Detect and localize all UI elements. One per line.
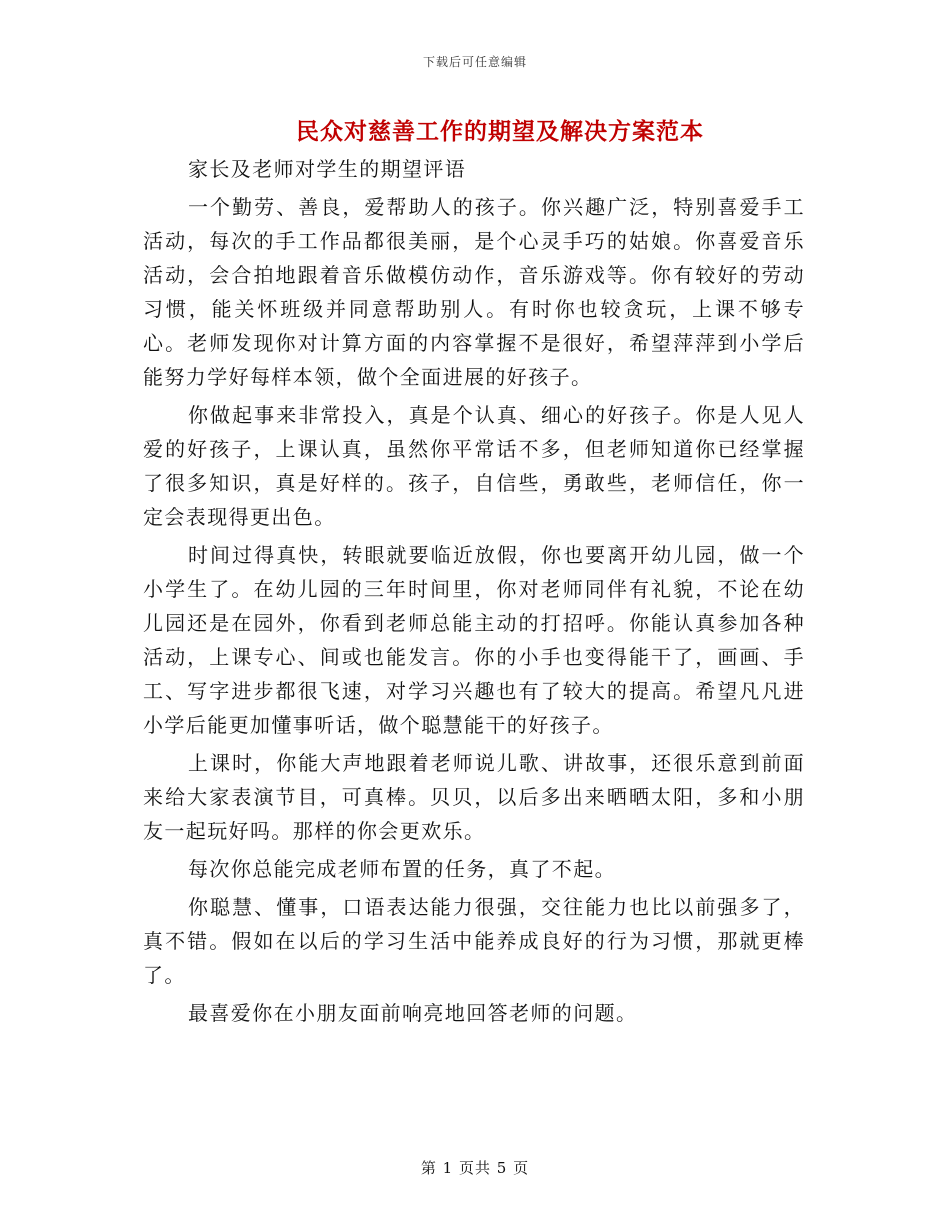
document-title: 民众对慈善工作的期望及解决方案范本 xyxy=(296,118,704,145)
paragraph: 你聪慧、懂事，口语表达能力很强，交往能力也比以前强多了，真不错。假如在以后的学习生活中能养成良好的行为习惯，那就更棒了。 xyxy=(143,895,805,987)
paragraph: 时间过得真快，转眼就要临近放假，你也要离开幼儿园，做一个小学生了。在幼儿园的三年时间里，你对老师同伴有礼貌，不论在幼儿园还是在园外，你看到老师总能主动的打招呼。你能认真参加各种活动，上课专心、间或也能发言。你的小手也变得能干了，画画、手工、写字进步都很飞速，对学习兴趣也有了较大的提高。希望凡凡进小学后能更加懂事听话，做个聪慧能干的好孩子。 xyxy=(143,543,805,737)
paragraph: 你做起事来非常投入，真是个认真、细心的好孩子。你是人见人爱的好孩子，上课认真，虽然你平常话不多，但老师知道你已经掌握了很多知识，真是好样的。孩子，自信些，勇敢些，老师信任，你一定会表现得更出色。 xyxy=(143,403,805,529)
paragraph: 一个勤劳、善良，爱帮助人的孩子。你兴趣广泛，特别喜爱手工活动，每次的手工作品都很美丽，是个心灵手巧的姑娘。你喜爱音乐活动，会合拍地跟着音乐做模仿动作，音乐游戏等。你有较好的劳动习惯，能关怀班级并同意帮助别人。有时你也较贪玩，上课不够专心。老师发现你对计算方面的内容掌握不是很好，希望萍萍到小学后能努力学好每样本领，做个全面进展的好孩子。 xyxy=(143,195,805,389)
document-body xyxy=(143,152,805,1034)
page-footer: 第 1 页共 5 页 xyxy=(420,1159,530,1177)
paragraph-subtitle: 家长及老师对学生的期望评语 xyxy=(188,157,467,181)
paragraph: 最喜爱你在小朋友面前响亮地回答老师的问题。 xyxy=(188,1001,638,1025)
paragraph: 每次你总能完成老师布置的任务，真了不起。 xyxy=(188,857,616,881)
paragraph: 上课时，你能大声地跟着老师说儿歌、讲故事，还很乐意到前面来给大家表演节目，可真棒。贝贝，以后多出来晒晒太阳，多和小朋友一起玩好吗。那样的你会更欢乐。 xyxy=(143,751,805,843)
header-note: 下载后可任意编辑 xyxy=(422,55,527,69)
